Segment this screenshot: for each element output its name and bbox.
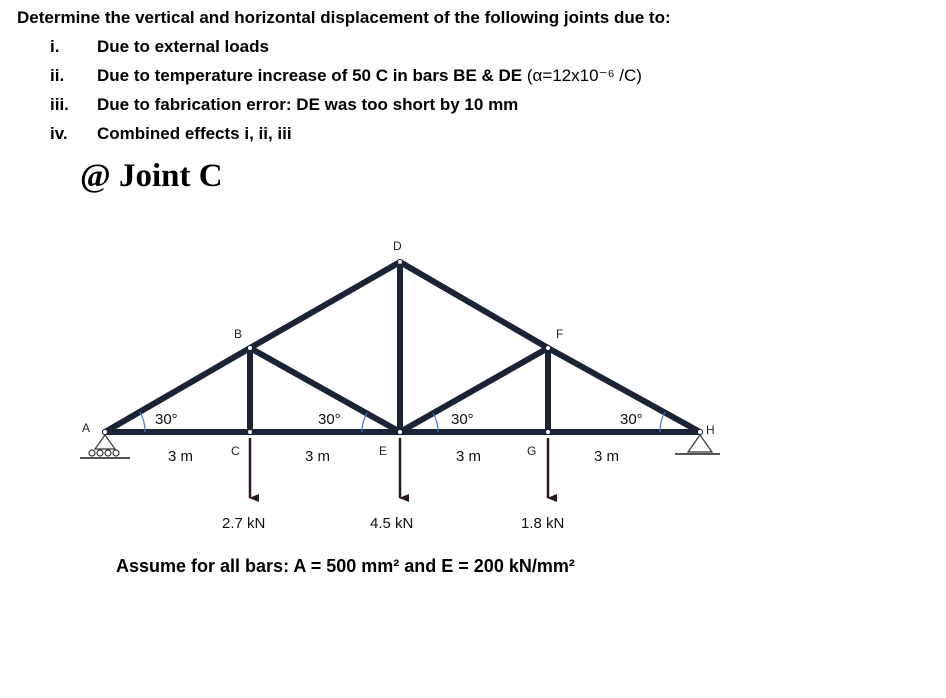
joint-node-G: [546, 430, 551, 435]
joint-label-F: F: [556, 327, 564, 341]
item-number: iii.: [50, 95, 69, 114]
pin-support: [675, 435, 720, 454]
joint-label-A: A: [82, 421, 91, 435]
item-text-coefficient: (α=12x10⁻⁶ /C): [526, 66, 642, 85]
joint-node-F: [546, 346, 551, 351]
joint-node-B: [248, 346, 253, 351]
load-label-C: 2.7 kN: [222, 515, 266, 532]
span-label-GH: 3 m: [594, 448, 620, 465]
member-BD: [250, 262, 400, 348]
roller-support: [80, 435, 130, 458]
joint-label-D: D: [393, 239, 402, 253]
load-label-E: 4.5 kN: [370, 515, 414, 532]
span-label-AC: 3 m: [168, 448, 194, 465]
problem-statement: Determine the vertical and horizontal displacement of the following joints due to:: [17, 8, 671, 27]
joint-node-A: [103, 430, 108, 435]
angle-label-E-left: 30°: [318, 411, 341, 428]
item-text: Due to external loads: [97, 37, 269, 56]
member-EF: [400, 348, 548, 432]
joint-label-E: E: [379, 444, 388, 458]
joint-label-H: H: [706, 423, 715, 437]
angle-label-H: 30°: [620, 411, 643, 428]
item-text: Due to fabrication error: DE was too short by 10 mm: [97, 95, 519, 114]
item-number: i.: [50, 37, 60, 56]
angle-label-E-right: 30°: [451, 411, 474, 428]
span-label-CE: 3 m: [305, 448, 331, 465]
item-text-main: Due to temperature increase of 50 C in bars BE & DE: [97, 66, 523, 85]
item-number: ii.: [50, 66, 65, 85]
assumption-note: Assume for all bars: A = 500 mm² and E = 200 kN/mm²: [116, 556, 575, 576]
item-number: iv.: [50, 124, 68, 143]
angle-label-A: 30°: [155, 411, 178, 428]
joint-node-E: [398, 430, 403, 435]
joint-node-D: [398, 260, 403, 265]
load-label-G: 1.8 kN: [521, 515, 565, 532]
item-text: Combined effects i, ii, iii: [97, 124, 292, 143]
member-DF: [400, 262, 548, 348]
joint-label-B: B: [234, 327, 243, 341]
joint-node-H: [698, 430, 703, 435]
span-label-EG: 3 m: [456, 448, 482, 465]
joint-label-C: C: [231, 444, 240, 458]
joint-label-G: G: [527, 444, 537, 458]
joint-heading: @ Joint C: [80, 158, 223, 194]
joint-node-C: [248, 430, 253, 435]
